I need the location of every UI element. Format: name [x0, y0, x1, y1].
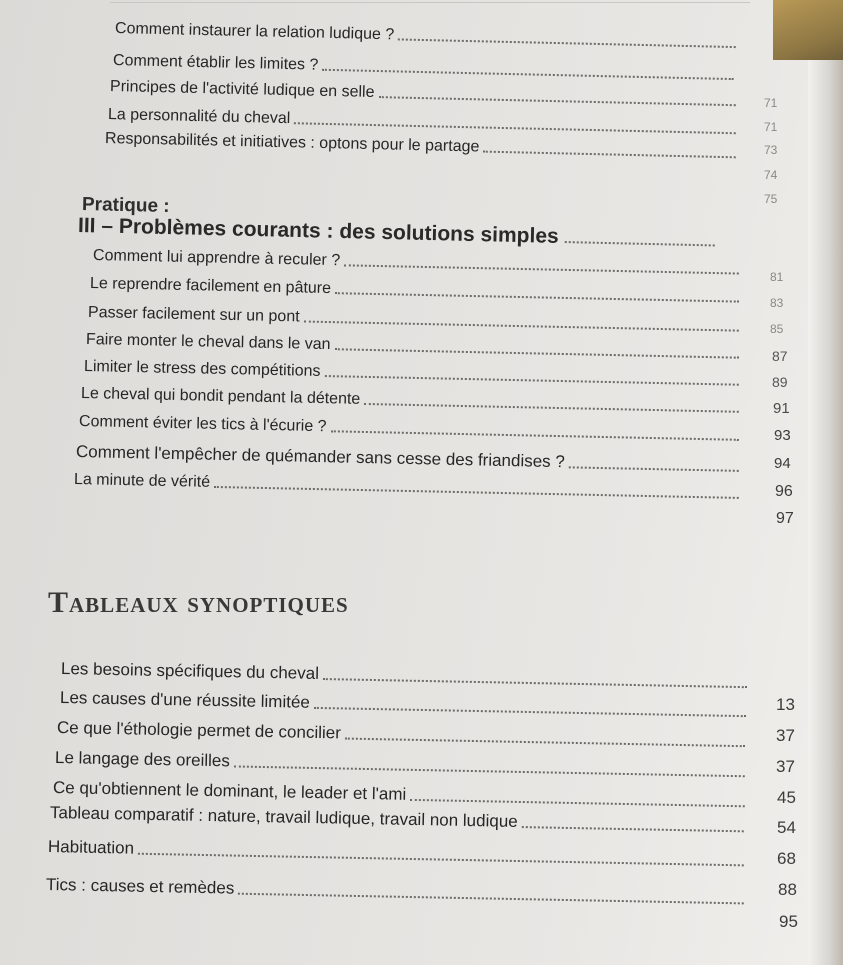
leader-dots: [410, 799, 745, 807]
toc-entry-title: Habituation: [47, 837, 135, 858]
page-number: 54: [777, 818, 796, 837]
toc-entry-chapter-8: [74, 471, 743, 503]
toc-entry-synoptic-2: [57, 718, 749, 751]
toc-entry-synoptic-7: [46, 875, 748, 908]
toc-entry-chapter-4: [84, 358, 743, 390]
leader-dots: [234, 765, 745, 777]
leader-dots: [344, 264, 739, 274]
toc-entry-synoptic-1: [60, 688, 750, 721]
leader-dots: [522, 826, 744, 832]
toc-entry-title: Les besoins spécifiques du cheval: [60, 659, 320, 683]
leader-dots: [294, 122, 736, 134]
section-title: Tableaux synoptiques: [48, 586, 349, 619]
toc-entry-title: Tableau comparatif : nature, travail ludique, travail non ludique: [49, 803, 518, 831]
leader-dots: [323, 678, 747, 688]
toc-entry-chapter-7: [76, 442, 743, 476]
page-number: 93: [774, 427, 791, 444]
leader-dots: [345, 738, 745, 748]
page-number: 87: [772, 348, 788, 364]
leader-dots: [330, 430, 738, 441]
page-number: 74: [764, 168, 778, 182]
toc-entry-title: Passer facilement sur un pont: [87, 304, 300, 326]
leader-dots: [324, 375, 738, 386]
toc-entry-chapter-0: [93, 247, 743, 279]
toc-entry-synoptic-0: [61, 659, 751, 692]
page-number: 88: [778, 880, 797, 899]
toc-entry-title: Ce qu'obtiennent le dominant, le leader et l'ami: [52, 778, 407, 804]
toc-entry-title: Les causes d'une réussite limitée: [59, 688, 311, 712]
leader-dots: [378, 96, 735, 106]
toc-entry-title: La minute de vérité: [73, 471, 211, 491]
toc-entry-title: Le reprendre facilement en pâture: [89, 275, 332, 298]
toc-entry-chapter-6: [79, 413, 743, 445]
page-number: 73: [764, 143, 778, 157]
toc-entry-chapter-3: [86, 331, 743, 363]
page-number: 75: [764, 192, 778, 206]
leader-dots: [398, 38, 736, 48]
toc-entry-title: Ce que l'éthologie permet de concilier: [56, 718, 342, 743]
leader-dots: [304, 321, 739, 332]
toc-entry-title: Le langage des oreilles: [54, 748, 231, 771]
toc-entry-chapter-2: [88, 304, 743, 336]
page-number: 37: [776, 757, 795, 776]
pratique-label: Pratique :: [81, 194, 170, 217]
toc-entry-title: Responsabilités et initiatives : optons pour le partage: [104, 130, 480, 156]
leader-dots: [364, 403, 739, 413]
leader-dots: [238, 893, 744, 905]
leader-dots: [138, 853, 744, 867]
toc-entry-title: Comment éviter les tics à l'écurie ?: [78, 413, 327, 436]
page-number: 97: [776, 510, 794, 527]
page-number: 83: [770, 296, 784, 310]
top-divider: [110, 2, 750, 3]
page-number: 68: [777, 849, 796, 868]
page-number: 13: [776, 695, 795, 714]
page-number: 95: [779, 912, 798, 931]
page-number: 91: [773, 400, 790, 417]
toc-entry-title: La personnalité du cheval: [107, 106, 291, 128]
adjacent-page-edge: [808, 0, 843, 965]
leader-dots: [569, 466, 739, 472]
toc-entry-title: Principes de l'activité ludique en selle: [109, 78, 375, 101]
page-number: 94: [774, 455, 791, 472]
page-number: 96: [775, 483, 793, 500]
page-number: 71: [764, 120, 778, 134]
toc-entry-top-2: [110, 78, 740, 110]
toc-entry-top-0: [115, 20, 740, 52]
page-number: 37: [776, 726, 795, 745]
chapter-title: [78, 214, 715, 252]
toc-entry-title: Comment instaurer la relation ludique ?: [114, 20, 395, 44]
toc-entry-title: Comment l'empêcher de quémander sans cesse des friandises ?: [75, 442, 566, 472]
toc-entry-title: Comment lui apprendre à reculer ?: [92, 247, 341, 270]
page-number: 85: [770, 322, 784, 336]
leader-dots: [334, 348, 738, 358]
leader-dots: [565, 241, 715, 246]
toc-entry-chapter-1: [90, 275, 743, 307]
toc-entry-title: Le cheval qui bondit pendant la détente: [80, 385, 361, 408]
leader-dots: [483, 151, 736, 159]
leader-dots: [322, 69, 734, 80]
toc-entry-title: Comment établir les limites ?: [112, 52, 319, 74]
toc-entry-title: Faire monter le cheval dans le van: [85, 331, 331, 354]
toc-entry-chapter-5: [81, 385, 743, 417]
toc-entry-title: Limiter le stress des compétitions: [83, 358, 321, 380]
toc-entry-synoptic-6: [48, 837, 748, 870]
toc-entry-synoptic-3: [55, 748, 749, 781]
leader-dots: [335, 292, 739, 302]
page-number: 45: [777, 788, 796, 807]
toc-entry-title: Tics : causes et remèdes: [45, 875, 235, 898]
page-number: 89: [772, 374, 788, 390]
leader-dots: [214, 486, 739, 499]
chapter-title-text: III – Problèmes courants : des solutions simples: [77, 214, 559, 248]
page-number: 71: [764, 96, 778, 110]
leader-dots: [314, 707, 746, 717]
page-number: 81: [770, 270, 784, 284]
background-corner: [773, 0, 843, 60]
